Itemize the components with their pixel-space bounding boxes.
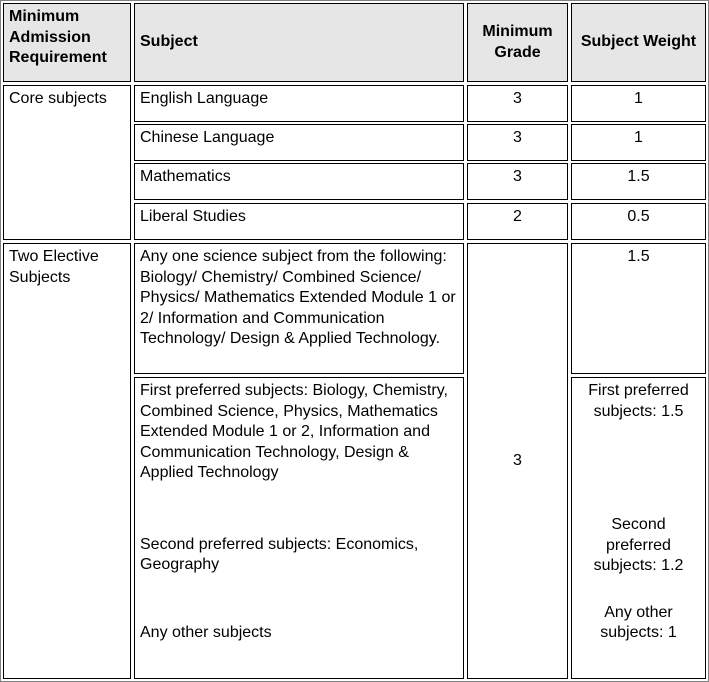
elective-preferred-subjects xyxy=(134,377,464,679)
core-weight-chinese-text: 1 xyxy=(634,129,643,146)
core-subject-liberal-studies-text: Liberal Studies xyxy=(140,208,246,225)
elective-science-weight xyxy=(571,243,706,374)
core-weight-chinese xyxy=(571,124,706,161)
core-subject-liberal-studies xyxy=(134,203,464,240)
elective-science-subject-text: Any one science subject from the following: Biology/ Chemistry/ Combined Science/ Physics/ Mathematics Extended Module 1 or 2/ Information and Communication Technology/ Design & Applied Technology. xyxy=(140,248,456,347)
first-preferred-subjects-text: First preferred subjects: Biology, Chemistry, Combined Science, Physics, Mathematics Extended Module 1 or 2, Information and Communication Technology, Design & Applied Technology xyxy=(140,382,448,481)
header-grade-text: Minimum Grade xyxy=(482,23,553,61)
header-weight-text: Subject Weight xyxy=(580,33,697,51)
core-weight-liberal-studies xyxy=(571,203,706,240)
core-grade-liberal-studies-text: 2 xyxy=(513,208,522,225)
core-weight-liberal-studies-text: 0.5 xyxy=(627,208,650,225)
elective-grade-text: 3 xyxy=(513,451,522,469)
elective-science-subject xyxy=(134,243,464,374)
first-preferred-weight-text: First preferred subjects: 1.5 xyxy=(588,382,689,420)
header-requirement xyxy=(3,3,131,82)
core-weight-english xyxy=(571,85,706,122)
core-subject-english-text: English Language xyxy=(140,90,269,107)
core-weight-mathematics xyxy=(571,163,706,200)
core-grade-liberal-studies xyxy=(467,203,568,240)
core-subjects-label-text: Core subjects xyxy=(9,90,107,107)
second-preferred-weight-text: Second preferred subjects: 1.2 xyxy=(593,516,684,574)
elective-grade xyxy=(467,243,568,679)
core-grade-english-text: 3 xyxy=(513,90,522,107)
second-preferred-subjects-text: Second preferred subjects: Economics, Geography xyxy=(140,535,419,573)
elective-preferred-weights xyxy=(571,377,706,679)
core-subjects-label xyxy=(3,85,131,240)
core-weight-mathematics-text: 1.5 xyxy=(627,168,650,185)
core-grade-mathematics-text: 3 xyxy=(513,168,522,185)
header-weight xyxy=(571,3,706,82)
core-grade-chinese-text: 3 xyxy=(513,129,522,146)
core-subject-chinese-text: Chinese Language xyxy=(140,129,275,146)
header-grade xyxy=(467,3,568,82)
header-requirement-text: Minimum Admission Requirement xyxy=(9,8,107,66)
core-subject-english xyxy=(134,85,464,122)
core-subject-chinese xyxy=(134,124,464,161)
header-subject xyxy=(134,3,464,82)
elective-science-weight-text: 1.5 xyxy=(627,248,650,265)
header-subject-text: Subject xyxy=(140,33,198,51)
other-subjects-text: Any other subjects xyxy=(140,623,272,641)
elective-subjects-label xyxy=(3,243,131,679)
core-grade-mathematics xyxy=(467,163,568,200)
core-grade-chinese xyxy=(467,124,568,161)
core-subject-mathematics xyxy=(134,163,464,200)
elective-subjects-label-text: Two Elective Subjects xyxy=(9,248,99,286)
other-weight-text: Any other subjects: 1 xyxy=(600,603,677,641)
core-grade-english xyxy=(467,85,568,122)
core-weight-english-text: 1 xyxy=(634,90,643,107)
core-subject-mathematics-text: Mathematics xyxy=(140,168,231,185)
